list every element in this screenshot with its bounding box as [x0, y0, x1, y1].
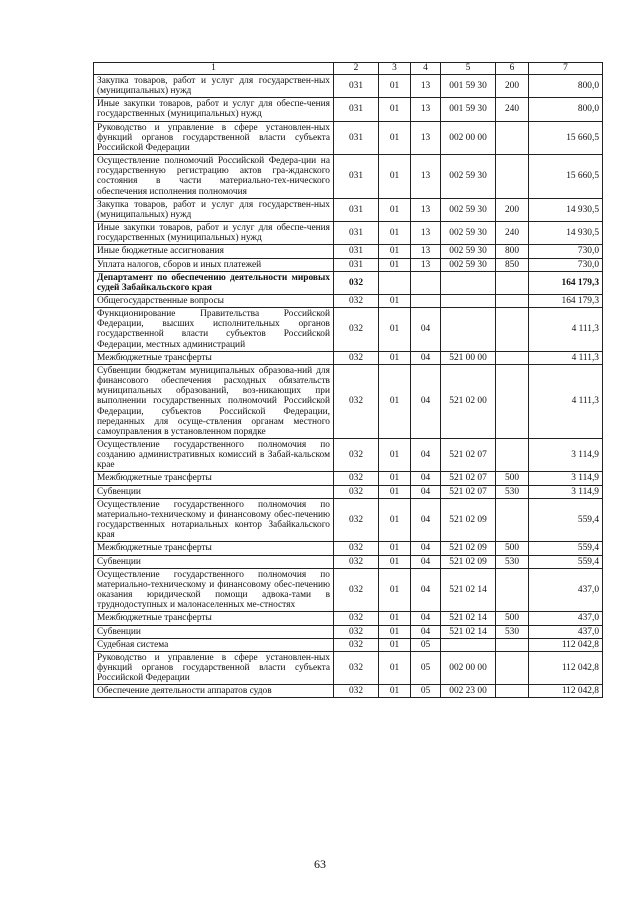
cell-name: Общегосударственные вопросы: [94, 294, 334, 307]
cell-subsection: 13: [411, 245, 441, 258]
cell-target-article: 521 02 14: [441, 625, 496, 638]
cell-amount: 559,4: [529, 498, 603, 542]
cell-name: Департамент по обеспечению деятельности мировых судей Забайкальского края: [94, 271, 334, 294]
table-body: [94, 75, 603, 698]
cell-ministry-code: 032: [334, 485, 379, 498]
cell-expense-type: 240: [496, 98, 529, 121]
cell-subsection: 04: [411, 308, 441, 352]
cell-name: Субвенции: [94, 485, 334, 498]
cell-amount: 112 042,8: [529, 638, 603, 651]
table-row: [94, 364, 603, 438]
cell-subsection: 13: [411, 98, 441, 121]
cell-ministry-code: 032: [334, 685, 379, 698]
cell-amount: 15 660,5: [529, 155, 603, 199]
cell-ministry-code: 031: [334, 222, 379, 245]
table-row: [94, 612, 603, 625]
cell-name: Осуществление государственного полномочия по созданию административных комиссий в Забай-кальском крае: [94, 439, 334, 472]
cell-subsection: 05: [411, 651, 441, 684]
cell-section: 01: [379, 121, 411, 154]
header-col-2: 2: [334, 63, 379, 75]
cell-subsection: [411, 271, 441, 294]
cell-subsection: 13: [411, 75, 441, 98]
cell-expense-type: 500: [496, 542, 529, 555]
cell-name: Закупка товаров, работ и услуг для государствен-ных (муниципальных) нужд: [94, 75, 334, 98]
cell-amount: 15 660,5: [529, 121, 603, 154]
cell-ministry-code: 032: [334, 542, 379, 555]
table-row: [94, 222, 603, 245]
table-row: [94, 98, 603, 121]
cell-target-article: 521 02 00: [441, 364, 496, 438]
cell-ministry-code: 032: [334, 472, 379, 485]
cell-section: 01: [379, 612, 411, 625]
cell-amount: 559,4: [529, 542, 603, 555]
cell-ministry-code: 032: [334, 638, 379, 651]
cell-name: Иные бюджетные ассигнования: [94, 245, 334, 258]
table-row: [94, 294, 603, 307]
cell-subsection: 04: [411, 568, 441, 612]
cell-name: Закупка товаров, работ и услуг для государствен-ных (муниципальных) нужд: [94, 198, 334, 221]
table-row: [94, 485, 603, 498]
cell-expense-type: 500: [496, 612, 529, 625]
cell-name: Межбюджетные трансферты: [94, 472, 334, 485]
cell-ministry-code: 032: [334, 364, 379, 438]
budget-table: [93, 62, 603, 698]
cell-target-article: 521 02 14: [441, 612, 496, 625]
cell-section: 01: [379, 439, 411, 472]
cell-section: 01: [379, 222, 411, 245]
cell-subsection: 04: [411, 625, 441, 638]
table-row: [94, 542, 603, 555]
cell-subsection: 13: [411, 222, 441, 245]
cell-amount: 730,0: [529, 258, 603, 271]
cell-section: 01: [379, 685, 411, 698]
cell-target-article: 521 02 07: [441, 472, 496, 485]
cell-section: 01: [379, 568, 411, 612]
cell-amount: 4 111,3: [529, 351, 603, 364]
cell-name: Субвенции: [94, 555, 334, 568]
cell-target-article: 521 02 07: [441, 439, 496, 472]
header-col-4: 4: [411, 63, 441, 75]
cell-subsection: 13: [411, 258, 441, 271]
table-row: [94, 625, 603, 638]
cell-subsection: 04: [411, 485, 441, 498]
table-row: [94, 638, 603, 651]
cell-expense-type: 240: [496, 222, 529, 245]
cell-ministry-code: 031: [334, 155, 379, 199]
table-row: [94, 685, 603, 698]
cell-expense-type: [496, 308, 529, 352]
cell-amount: 3 114,9: [529, 439, 603, 472]
table-row: [94, 498, 603, 542]
cell-name: Субвенции: [94, 625, 334, 638]
cell-subsection: 13: [411, 121, 441, 154]
cell-section: 01: [379, 198, 411, 221]
cell-name: Осуществление государственного полномочия по материально-техническому и финансовому обес-печению оказания юридической помощи адвока-тами в труднодоступных и малонаселенных ме-стностях: [94, 568, 334, 612]
table-row: [94, 75, 603, 98]
cell-amount: 164 179,3: [529, 294, 603, 307]
page-number: 63: [314, 857, 326, 871]
cell-subsection: 04: [411, 351, 441, 364]
cell-subsection: [411, 294, 441, 307]
cell-expense-type: [496, 351, 529, 364]
cell-name: Руководство и управление в сфере установлен-ных функций органов государственной власти субъекта Российской Федерации: [94, 121, 334, 154]
header-col-5: 5: [441, 63, 496, 75]
cell-amount: 800,0: [529, 75, 603, 98]
cell-amount: 14 930,5: [529, 198, 603, 221]
cell-expense-type: [496, 685, 529, 698]
cell-ministry-code: 032: [334, 568, 379, 612]
cell-amount: 3 114,9: [529, 472, 603, 485]
cell-target-article: 002 23 00: [441, 685, 496, 698]
header-col-6: 6: [496, 63, 529, 75]
cell-section: [379, 271, 411, 294]
cell-amount: 4 111,3: [529, 364, 603, 438]
cell-expense-type: [496, 498, 529, 542]
cell-ministry-code: 032: [334, 612, 379, 625]
cell-ministry-code: 032: [334, 651, 379, 684]
cell-name: Субвенции бюджетам муниципальных образова-ний для финансового обеспечения расходных обязательств муниципальных образований, воз-никающих при выполнении государственных полномочий Российской Федерации, субъектов Российской Федерации, переданных для осуще-ствления органам местного самоуправления в установленном порядке: [94, 364, 334, 438]
table-row: [94, 439, 603, 472]
cell-section: 01: [379, 308, 411, 352]
cell-ministry-code: 032: [334, 294, 379, 307]
cell-amount: 4 111,3: [529, 308, 603, 352]
cell-subsection: 05: [411, 638, 441, 651]
cell-subsection: 13: [411, 155, 441, 199]
cell-name: Обеспечение деятельности аппаратов судов: [94, 685, 334, 698]
cell-section: 01: [379, 498, 411, 542]
cell-name: Руководство и управление в сфере установлен-ных функций органов государственной власти субъекта Российской Федерации: [94, 651, 334, 684]
cell-section: 01: [379, 364, 411, 438]
cell-name: Судебная система: [94, 638, 334, 651]
cell-section: 01: [379, 98, 411, 121]
cell-amount: 164 179,3: [529, 271, 603, 294]
cell-section: 01: [379, 542, 411, 555]
cell-subsection: 13: [411, 198, 441, 221]
table-row: [94, 198, 603, 221]
cell-name: Уплата налогов, сборов и иных платежей: [94, 258, 334, 271]
cell-section: 01: [379, 625, 411, 638]
cell-ministry-code: 031: [334, 258, 379, 271]
cell-ministry-code: 032: [334, 271, 379, 294]
cell-amount: 437,0: [529, 625, 603, 638]
cell-ministry-code: 031: [334, 198, 379, 221]
cell-amount: 559,4: [529, 555, 603, 568]
cell-amount: 112 042,8: [529, 685, 603, 698]
cell-ministry-code: 032: [334, 308, 379, 352]
cell-target-article: 002 59 30: [441, 245, 496, 258]
cell-name: Межбюджетные трансферты: [94, 542, 334, 555]
cell-name: Иные закупки товаров, работ и услуг для обеспе-чения государственных (муниципальных) нужд: [94, 98, 334, 121]
cell-expense-type: 530: [496, 555, 529, 568]
cell-target-article: 521 02 09: [441, 542, 496, 555]
cell-section: 01: [379, 555, 411, 568]
cell-expense-type: [496, 364, 529, 438]
cell-expense-type: 530: [496, 625, 529, 638]
table-row: [94, 555, 603, 568]
header-col-1: 1: [94, 63, 334, 75]
cell-subsection: 04: [411, 472, 441, 485]
cell-section: 01: [379, 472, 411, 485]
table-header-row: [94, 63, 603, 75]
cell-ministry-code: 031: [334, 98, 379, 121]
table-row: [94, 271, 603, 294]
cell-amount: 730,0: [529, 245, 603, 258]
cell-subsection: 04: [411, 439, 441, 472]
cell-ministry-code: 031: [334, 121, 379, 154]
cell-expense-type: 200: [496, 198, 529, 221]
cell-expense-type: [496, 294, 529, 307]
cell-target-article: 521 02 09: [441, 555, 496, 568]
cell-expense-type: [496, 121, 529, 154]
cell-subsection: 04: [411, 612, 441, 625]
cell-expense-type: [496, 638, 529, 651]
cell-amount: 437,0: [529, 568, 603, 612]
cell-subsection: 04: [411, 498, 441, 542]
cell-expense-type: 200: [496, 75, 529, 98]
cell-target-article: 521 00 00: [441, 351, 496, 364]
cell-name: Осуществление полномочий Российской Федера-ции на государственную регистрацию актов гра-жданского состояния в части материально-тех-нического обеспечения исполнения полномочия: [94, 155, 334, 199]
cell-amount: 800,0: [529, 98, 603, 121]
cell-expense-type: [496, 651, 529, 684]
cell-section: 01: [379, 294, 411, 307]
cell-section: 01: [379, 258, 411, 271]
cell-target-article: 002 00 00: [441, 651, 496, 684]
cell-name: Межбюджетные трансферты: [94, 612, 334, 625]
table-row: [94, 568, 603, 612]
cell-amount: 14 930,5: [529, 222, 603, 245]
cell-expense-type: 500: [496, 472, 529, 485]
cell-name: Межбюджетные трансферты: [94, 351, 334, 364]
cell-target-article: 001 59 30: [441, 98, 496, 121]
header-col-7: 7: [529, 63, 603, 75]
table-row: [94, 351, 603, 364]
cell-section: 01: [379, 155, 411, 199]
table-row: [94, 155, 603, 199]
cell-expense-type: 530: [496, 485, 529, 498]
cell-subsection: 04: [411, 555, 441, 568]
table-row: [94, 121, 603, 154]
cell-amount: 3 114,9: [529, 485, 603, 498]
cell-expense-type: 850: [496, 258, 529, 271]
cell-name: Функционирование Правительства Российской Федерации, высших исполнительных органов государственной власти субъектов Российской Федерации, местных администраций: [94, 308, 334, 352]
cell-target-article: [441, 638, 496, 651]
cell-ministry-code: 032: [334, 351, 379, 364]
cell-target-article: 521 02 14: [441, 568, 496, 612]
table-row: [94, 258, 603, 271]
cell-ministry-code: 032: [334, 498, 379, 542]
cell-target-article: 001 59 30: [441, 75, 496, 98]
table-row: [94, 472, 603, 485]
cell-target-article: 002 00 00: [441, 121, 496, 154]
cell-expense-type: [496, 439, 529, 472]
cell-target-article: 002 59 30: [441, 155, 496, 199]
cell-target-article: 002 59 30: [441, 258, 496, 271]
cell-ministry-code: 032: [334, 555, 379, 568]
cell-ministry-code: 032: [334, 625, 379, 638]
cell-target-article: 002 59 30: [441, 198, 496, 221]
cell-target-article: 521 02 09: [441, 498, 496, 542]
header-col-3: 3: [379, 63, 411, 75]
cell-amount: 112 042,8: [529, 651, 603, 684]
cell-section: 01: [379, 245, 411, 258]
cell-subsection: 05: [411, 685, 441, 698]
table-row: [94, 245, 603, 258]
cell-target-article: [441, 308, 496, 352]
cell-section: 01: [379, 651, 411, 684]
cell-ministry-code: 032: [334, 439, 379, 472]
cell-ministry-code: 031: [334, 245, 379, 258]
cell-section: 01: [379, 638, 411, 651]
cell-section: 01: [379, 351, 411, 364]
cell-amount: 437,0: [529, 612, 603, 625]
cell-ministry-code: 031: [334, 75, 379, 98]
table-row: [94, 651, 603, 684]
cell-expense-type: [496, 155, 529, 199]
cell-expense-type: [496, 568, 529, 612]
cell-section: 01: [379, 485, 411, 498]
cell-subsection: 04: [411, 364, 441, 438]
cell-subsection: 04: [411, 542, 441, 555]
cell-section: 01: [379, 75, 411, 98]
cell-expense-type: [496, 271, 529, 294]
cell-target-article: 002 59 30: [441, 222, 496, 245]
cell-name: Иные закупки товаров, работ и услуг для обеспе-чения государственных (муниципальных) нужд: [94, 222, 334, 245]
cell-target-article: 521 02 07: [441, 485, 496, 498]
cell-name: Осуществление государственного полномочия по материально-техническому и финансовому обес-печению государственных нотариальных контор Забайкальского края: [94, 498, 334, 542]
cell-target-article: [441, 271, 496, 294]
cell-expense-type: 800: [496, 245, 529, 258]
cell-target-article: [441, 294, 496, 307]
table-row: [94, 308, 603, 352]
